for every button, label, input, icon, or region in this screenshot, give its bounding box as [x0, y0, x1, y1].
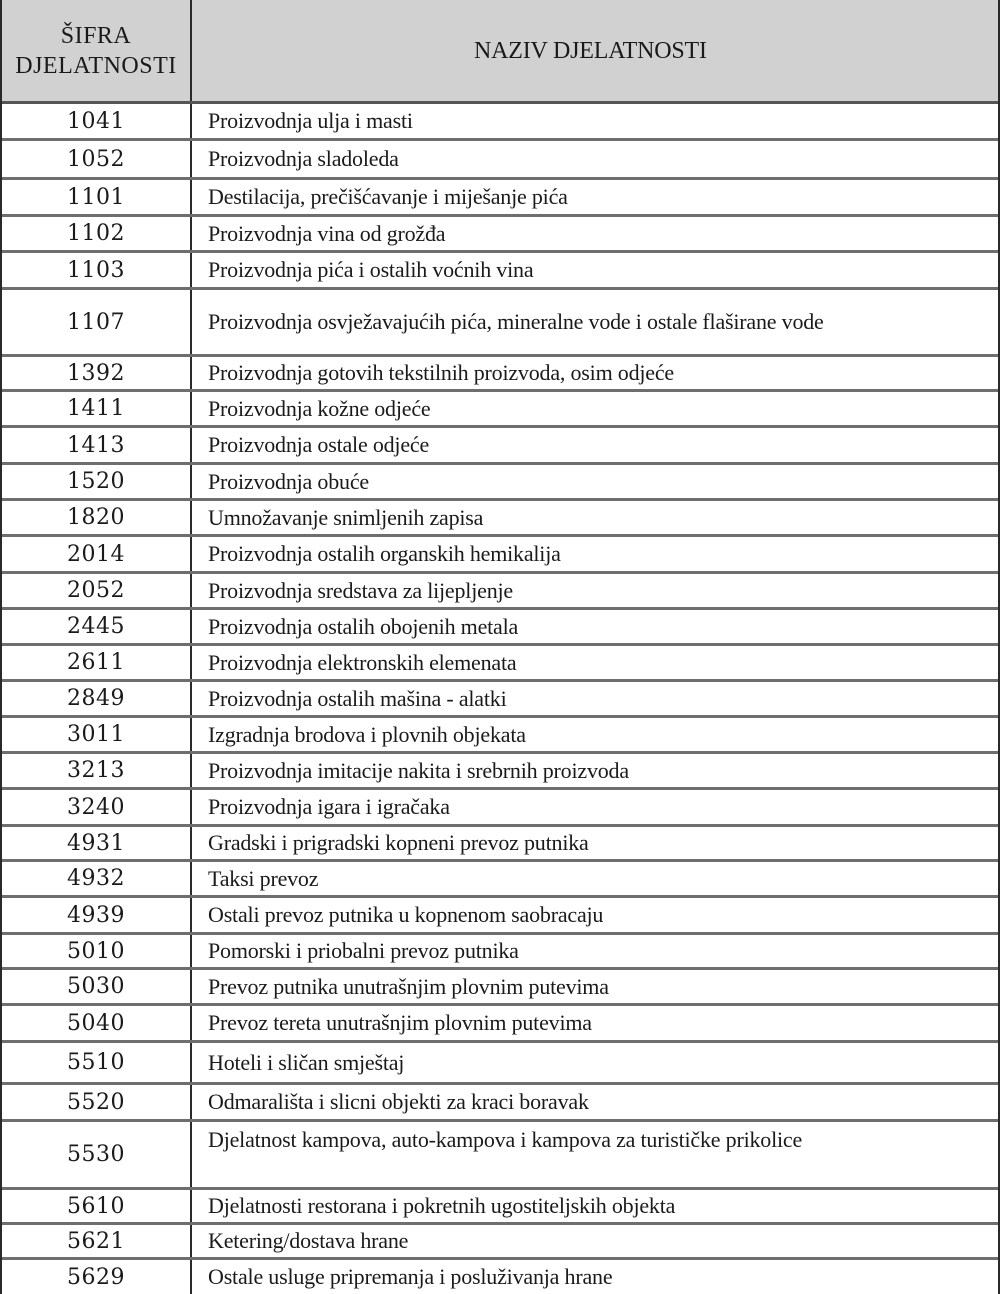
table-row	[2, 790, 998, 827]
activity-name: Pomorski i priobalni prevoz putnika	[208, 938, 519, 963]
header-name: NAZIV DJELATNOSTI	[474, 37, 707, 64]
activity-code: 3011	[2, 718, 192, 751]
activity-name: Proizvodnja ulja i masti	[208, 108, 413, 133]
activity-name: Djelatnost kampova, auto-kampova i kampova za turističke prikolice	[208, 1127, 803, 1152]
table-row	[2, 862, 998, 898]
activity-name: Proizvodnja igara i igračaka	[208, 794, 450, 819]
activity-code: 5030	[2, 970, 192, 1003]
activity-name: Ostali prevoz putnika u kopnenom saobracaju	[208, 902, 604, 927]
activity-name: Taksi prevoz	[208, 865, 319, 891]
table-row	[2, 1085, 998, 1122]
activity-code: 1103	[2, 253, 192, 287]
activity-code: 5520	[2, 1085, 192, 1119]
table-row	[2, 827, 998, 862]
activity-code: 3240	[2, 790, 192, 824]
table-row	[2, 357, 998, 392]
table-row	[2, 754, 998, 790]
table-row	[2, 1122, 998, 1190]
activity-name: Proizvodnja imitacije nakita i srebrnih proizvoda	[208, 757, 629, 783]
table-row	[2, 537, 998, 574]
table-row	[2, 180, 998, 217]
table-row	[2, 898, 998, 935]
activity-name: Proizvodnja gotovih tekstilnih proizvoda, osim odjeće	[208, 360, 674, 385]
activity-code: 5621	[2, 1225, 192, 1257]
activity-code: 1392	[2, 357, 192, 389]
activity-code: 3213	[2, 754, 192, 787]
table-row	[2, 646, 998, 682]
activity-code: 2445	[2, 610, 192, 643]
activity-name: Proizvodnja ostale odjeće	[208, 432, 430, 457]
activity-name: Proizvodnja vina od grožđa	[208, 220, 446, 246]
header-code-line2: DJELATNOSTI	[15, 52, 177, 79]
activity-code: 5629	[2, 1260, 192, 1294]
table-row	[2, 610, 998, 646]
activity-code: 4932	[2, 862, 192, 895]
table-row	[2, 141, 998, 180]
activity-code: 1041	[2, 104, 192, 138]
activity-code: 1101	[2, 180, 192, 214]
table-row	[2, 253, 998, 290]
activity-name: Ostale usluge pripremanja i posluživanja hrane	[208, 1264, 613, 1289]
activity-code: 5040	[2, 1006, 192, 1040]
header-code	[2, 0, 192, 101]
activity-code: 1411	[2, 392, 192, 425]
activity-code: 5610	[2, 1190, 192, 1222]
table-row	[2, 1260, 998, 1294]
activity-name: Destilacija, prečišćavanje i miješanje pića	[208, 184, 568, 209]
header-code-line1: ŠIFRA	[60, 22, 132, 49]
activity-code: 1520	[2, 465, 192, 498]
table-row	[2, 501, 998, 537]
activity-name: Ketering/dostava hrane	[208, 1228, 409, 1253]
activity-code: 2611	[2, 646, 192, 679]
activity-code: 2849	[2, 682, 192, 715]
activity-code: 4931	[2, 827, 192, 859]
activity-name: Proizvodnja osvježavajućih pića, mineralne vode i ostale flaširane vode	[208, 309, 824, 334]
table-row	[2, 1043, 998, 1085]
activity-name: Proizvodnja ostalih obojenih metala	[208, 613, 519, 639]
activity-code: 5510	[2, 1043, 192, 1082]
table-header-row	[2, 0, 998, 104]
activity-name: Proizvodnja ostalih mašina - alatki	[208, 685, 507, 711]
activity-code: 2052	[2, 574, 192, 607]
activity-name: Proizvodnja sredstava za lijepljenje	[208, 577, 513, 603]
table-row	[2, 718, 998, 754]
activity-code: 1413	[2, 428, 192, 462]
table-row	[2, 217, 998, 253]
table-row	[2, 1225, 998, 1260]
activity-code: 4939	[2, 898, 192, 932]
table-row	[2, 935, 998, 970]
activity-name: Proizvodnja obuće	[208, 468, 369, 494]
activity-name: Djelatnosti restorana i pokretnih ugostiteljskih objekta	[208, 1193, 676, 1218]
activity-name: Prevoz tereta unutrašnjim plovnim putevima	[208, 1010, 592, 1035]
activity-code: 2014	[2, 537, 192, 571]
table-row	[2, 574, 998, 610]
table-row	[2, 428, 998, 465]
activity-name: Proizvodnja elektronskih elemenata	[208, 649, 517, 675]
activity-name: Hoteli i sličan smještaj	[208, 1049, 405, 1075]
table-body	[2, 104, 998, 1294]
table-row	[2, 682, 998, 718]
activity-code: 1820	[2, 501, 192, 534]
table-row	[2, 1190, 998, 1225]
table-row	[2, 1006, 998, 1043]
activity-name: Prevoz putnika unutrašnjim plovnim putevima	[208, 973, 609, 999]
activity-code: 1107	[2, 290, 192, 354]
activity-name: Proizvodnja ostalih organskih hemikalija	[208, 541, 561, 566]
activity-name: Proizvodnja kožne odjeće	[208, 395, 431, 421]
activity-code: 1052	[2, 141, 192, 177]
table-row	[2, 392, 998, 428]
activity-code: 5010	[2, 935, 192, 967]
table-row	[2, 290, 998, 357]
activity-name: Umnožavanje snimljenih zapisa	[208, 504, 484, 530]
activity-name: Gradski i prigradski kopneni prevoz putnika	[208, 830, 589, 855]
activity-name: Odmarališta i slicni objekti za kraci boravak	[208, 1089, 589, 1114]
activity-code: 1102	[2, 217, 192, 250]
activity-code: 5530	[2, 1122, 192, 1187]
activity-name: Proizvodnja sladoleda	[208, 146, 399, 171]
activity-name: Proizvodnja pića i ostalih voćnih vina	[208, 257, 534, 282]
activity-name: Izgradnja brodova i plovnih objekata	[208, 721, 526, 747]
table-row	[2, 104, 998, 141]
table-row	[2, 465, 998, 501]
table-row	[2, 970, 998, 1006]
